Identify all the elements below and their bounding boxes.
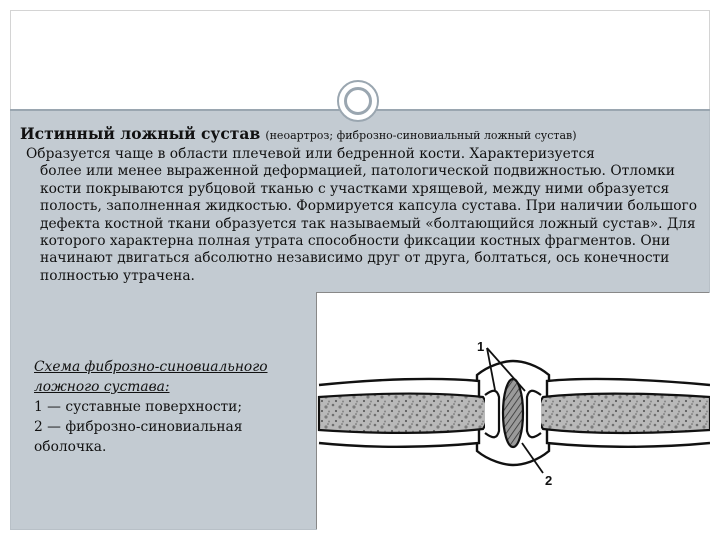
description-paragraph — [26, 146, 706, 285]
caption-title-2 — [34, 377, 324, 397]
joint-cavity — [503, 379, 523, 447]
diagram-label-1: 1 — [477, 339, 485, 354]
slide-heading — [20, 124, 700, 143]
caption-item-3: оболочка. — [34, 439, 107, 455]
articular-surface-right — [527, 391, 541, 438]
caption-title — [34, 357, 324, 377]
paragraph-first-line: Образуется чаще в области плечевой или бедренной кости. Характеризуется — [26, 146, 595, 162]
caption-item-1: 1 — суставные поверхности; — [34, 399, 243, 415]
caption-title-line2: ложного сустава: — [34, 379, 170, 395]
articular-surface-left — [485, 391, 499, 438]
figure-caption — [34, 357, 324, 457]
paragraph-body: более или менее выраженной деформацией, патологической подвижностью. Отломки кости покрываются рубцовой тканью с участками хрящевой, между ними образуется полость, заполненная жидкостью. Формируется капсула сустава. При наличии большого дефекта костной ткани образуется так называемый «болтающийся ложный сустав». Для которого характерна полная утрата способности фиксации костных фрагментов. Они начинают двигаться абсолютно независимо друг от друга, болтаться, ось конечности полностью утрачена. — [40, 163, 698, 284]
caption-title-line1: Схема фиброзно-синовиального — [34, 359, 268, 375]
joint-diagram — [317, 293, 710, 530]
bone-marrow-left — [319, 394, 488, 433]
heading-main: Истинный ложный сустав — [20, 124, 261, 143]
diagram-label-2: 2 — [545, 473, 553, 488]
heading-subtitle: (неоартроз; фиброзно-синовиальный ложный сустав) — [265, 129, 577, 142]
bone-marrow-right — [539, 394, 711, 433]
joint-diagram-svg — [317, 293, 710, 530]
caption-item-2: 2 — фиброзно-синовиальная — [34, 419, 243, 435]
decorative-ring-icon — [337, 80, 379, 122]
